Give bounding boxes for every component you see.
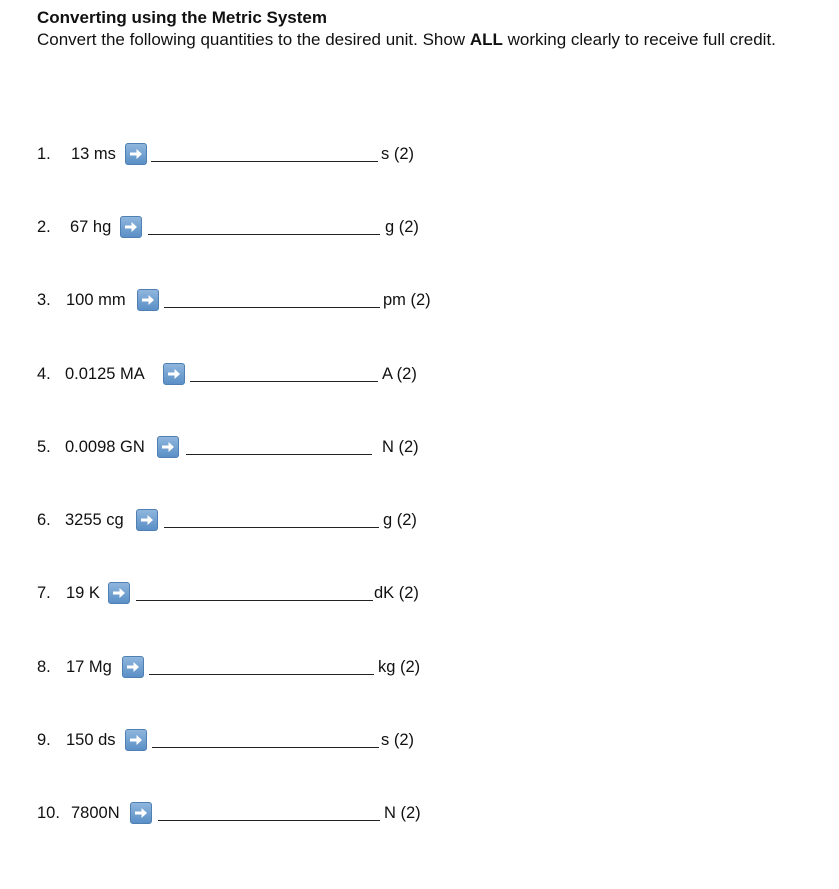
right-arrow-icon [137,289,159,311]
target-unit: kg (2) [378,658,421,676]
question-quantity: 3255 cg [65,511,124,529]
question-number: 8. [37,658,51,676]
question-number: 1. [37,145,51,163]
target-unit: s (2) [381,145,414,163]
target-unit: s (2) [381,731,414,749]
question-1 [37,143,497,169]
question-10 [37,802,497,828]
right-arrow-icon [157,436,179,458]
question-number: 6. [37,511,51,529]
target-unit: N (2) [382,438,419,456]
right-arrow-icon [163,363,185,385]
question-quantity: 67 hg [70,218,112,236]
instructions-text-start: Convert the following quantities to the desired unit. Show [37,30,470,49]
question-quantity: 100 mm [66,291,126,309]
right-arrow-icon [136,509,158,531]
answer-line [149,674,374,675]
right-arrow-icon [108,582,130,604]
target-unit: dK (2) [374,584,419,602]
answer-line [152,747,379,748]
question-6 [37,509,497,535]
answer-line [158,820,380,821]
question-number: 10. [37,804,60,822]
target-unit: g (2) [383,511,417,529]
question-7 [37,582,497,608]
question-4 [37,363,497,389]
question-5 [37,436,497,462]
question-quantity: 0.0098 GN [65,438,145,456]
question-number: 4. [37,365,51,383]
instructions-text-end: working clearly to receive full credit. [502,30,776,49]
right-arrow-icon [120,216,142,238]
question-number: 2. [37,218,51,236]
answer-line [190,381,378,382]
question-quantity: 7800N [71,804,120,822]
question-quantity: 13 ms [71,145,116,163]
question-number: 5. [37,438,51,456]
answer-line [151,161,378,162]
question-number: 3. [37,291,51,309]
right-arrow-icon [125,729,147,751]
worksheet-instructions [37,30,776,50]
answer-line [186,454,372,455]
answer-line [148,234,380,235]
question-number: 7. [37,584,51,602]
instructions-emphasis: ALL [469,30,503,49]
question-3 [37,289,497,315]
answer-line [136,600,373,601]
question-quantity: 0.0125 MA [65,365,145,383]
question-2 [37,216,497,242]
question-quantity: 19 K [66,584,100,602]
right-arrow-icon [130,802,152,824]
target-unit: A (2) [382,365,417,383]
answer-line [164,527,379,528]
question-number: 9. [37,731,51,749]
right-arrow-icon [122,656,144,678]
question-quantity: 150 ds [66,731,116,749]
worksheet-title: Converting using the Metric System [37,8,327,27]
target-unit: N (2) [384,804,421,822]
question-8 [37,656,497,682]
right-arrow-icon [125,143,147,165]
target-unit: g (2) [385,218,419,236]
question-9 [37,729,497,755]
target-unit: pm (2) [383,291,431,309]
question-quantity: 17 Mg [66,658,112,676]
answer-line [164,307,380,308]
